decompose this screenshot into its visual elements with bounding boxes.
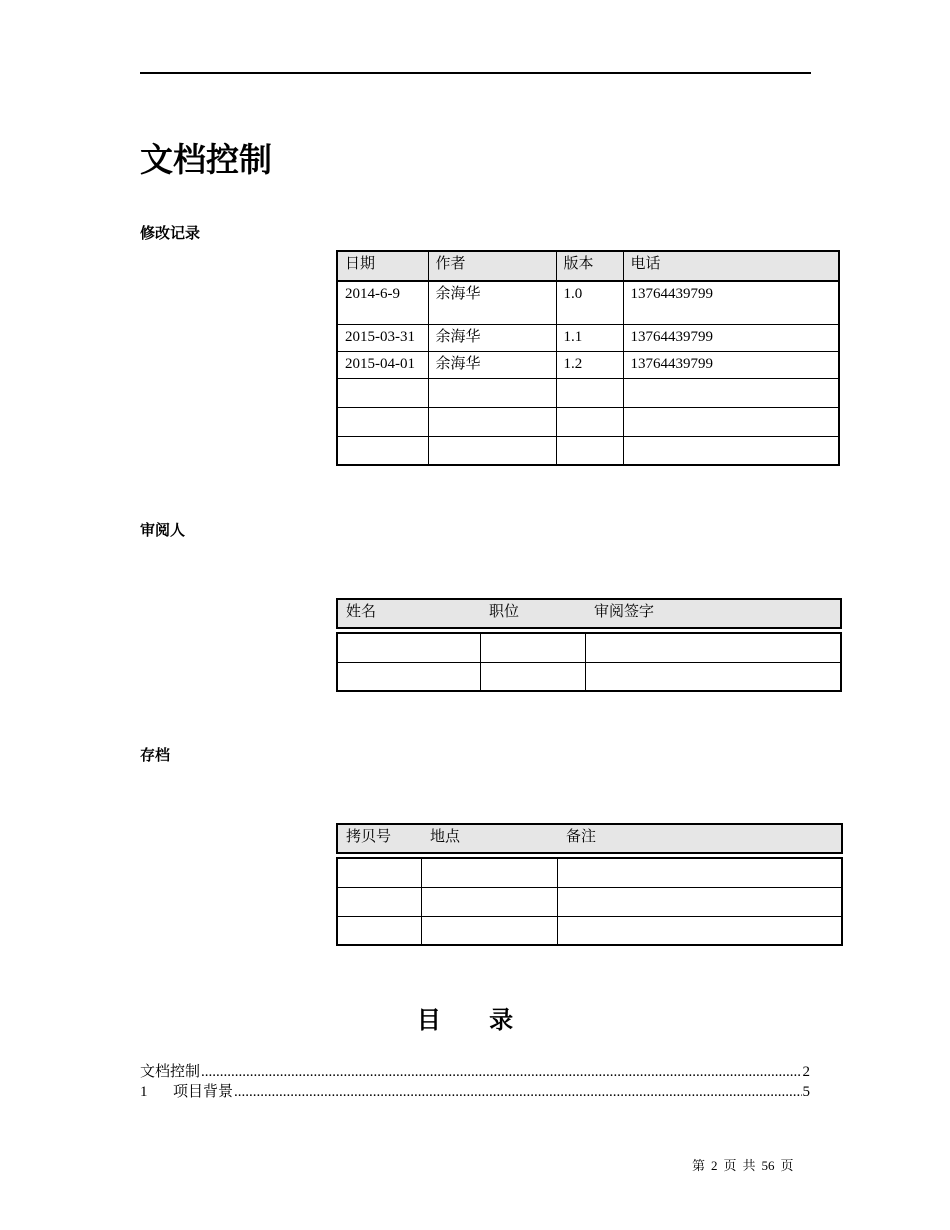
document-title: 文档控制 bbox=[140, 140, 272, 179]
table-row bbox=[337, 436, 839, 465]
cell-name bbox=[337, 662, 480, 691]
reviewers-table bbox=[336, 632, 842, 692]
footer-mid2: 共 bbox=[742, 1158, 756, 1173]
archive-heading: 存档 bbox=[140, 746, 171, 764]
revision-table bbox=[336, 250, 840, 466]
archive-header-bar bbox=[336, 823, 843, 854]
cell-copy-number bbox=[337, 858, 421, 887]
reviewers-header-bar bbox=[336, 598, 842, 629]
cell-phone: 13764439799 bbox=[623, 351, 839, 378]
cell-remarks bbox=[557, 916, 842, 945]
column-header-location: 地点 bbox=[430, 829, 461, 845]
footer-suffix: 页 bbox=[780, 1158, 794, 1173]
cell-date bbox=[337, 407, 428, 436]
cell-version: 1.0 bbox=[556, 281, 623, 324]
table-row bbox=[337, 633, 841, 662]
cell-remarks bbox=[557, 887, 842, 916]
toc-entry-label: 项目背景 bbox=[173, 1084, 234, 1100]
toc-title: 目 录 bbox=[416, 1006, 534, 1034]
table-row bbox=[337, 281, 839, 324]
table-row bbox=[337, 887, 842, 916]
cell-phone: 13764439799 bbox=[623, 324, 839, 351]
cell-version: 1.1 bbox=[556, 324, 623, 351]
table-row bbox=[337, 378, 839, 407]
column-header-signature: 审阅签字 bbox=[594, 604, 655, 620]
toc-entry-page: 2 bbox=[802, 1064, 810, 1080]
cell-version bbox=[556, 436, 623, 465]
cell-date bbox=[337, 378, 428, 407]
cell-version: 1.2 bbox=[556, 351, 623, 378]
footer-mid1: 页 bbox=[723, 1158, 737, 1173]
reviewers-heading: 审阅人 bbox=[140, 521, 186, 539]
cell-author bbox=[428, 378, 556, 407]
column-header-position: 职位 bbox=[489, 604, 520, 620]
cell-author: 余海华 bbox=[428, 281, 556, 324]
footer-total-pages: 56 bbox=[761, 1158, 775, 1173]
table-row bbox=[337, 662, 841, 691]
cell-position bbox=[480, 633, 585, 662]
cell-version bbox=[556, 407, 623, 436]
footer-current-page: 2 bbox=[711, 1158, 718, 1173]
cell-author: 余海华 bbox=[428, 324, 556, 351]
cell-location bbox=[421, 887, 557, 916]
page-footer bbox=[692, 1158, 800, 1174]
archive-table bbox=[336, 857, 843, 946]
cell-phone: 13764439799 bbox=[623, 281, 839, 324]
toc-entry[interactable] bbox=[140, 1082, 810, 1102]
cell-location bbox=[421, 858, 557, 887]
cell-author bbox=[428, 436, 556, 465]
cell-author bbox=[428, 407, 556, 436]
table-row bbox=[337, 916, 842, 945]
footer-prefix: 第 bbox=[692, 1158, 706, 1173]
cell-version bbox=[556, 378, 623, 407]
cell-date: 2014-6-9 bbox=[337, 281, 428, 324]
table-row bbox=[337, 858, 842, 887]
column-header-author: 作者 bbox=[428, 251, 556, 281]
column-header-copy-number: 拷贝号 bbox=[346, 829, 392, 845]
toc-entry-number: 1 bbox=[140, 1084, 148, 1100]
cell-signature bbox=[585, 662, 841, 691]
cell-phone bbox=[623, 407, 839, 436]
cell-phone bbox=[623, 378, 839, 407]
column-header-name: 姓名 bbox=[346, 604, 377, 620]
cell-phone bbox=[623, 436, 839, 465]
cell-signature bbox=[585, 633, 841, 662]
cell-date: 2015-04-01 bbox=[337, 351, 428, 378]
cell-name bbox=[337, 633, 480, 662]
table-row bbox=[337, 324, 839, 351]
column-header-version: 版本 bbox=[556, 251, 623, 281]
cell-location bbox=[421, 916, 557, 945]
column-header-phone: 电话 bbox=[623, 251, 839, 281]
cell-copy-number bbox=[337, 887, 421, 916]
column-header-remarks: 备注 bbox=[566, 829, 597, 845]
column-header-date: 日期 bbox=[337, 251, 428, 281]
cell-remarks bbox=[557, 858, 842, 887]
toc-leader-dots bbox=[234, 1082, 801, 1102]
revision-heading: 修改记录 bbox=[140, 224, 201, 242]
toc-entry-label: 文档控制 bbox=[140, 1064, 201, 1080]
cell-copy-number bbox=[337, 916, 421, 945]
cell-date: 2015-03-31 bbox=[337, 324, 428, 351]
toc-leader-dots bbox=[201, 1062, 801, 1082]
toc-entry-page: 5 bbox=[802, 1084, 810, 1100]
cell-author: 余海华 bbox=[428, 351, 556, 378]
table-row bbox=[337, 407, 839, 436]
table-row bbox=[337, 351, 839, 378]
table-header-row bbox=[337, 251, 839, 281]
toc-entry[interactable] bbox=[140, 1062, 810, 1082]
cell-date bbox=[337, 436, 428, 465]
header-rule bbox=[140, 72, 811, 74]
cell-position bbox=[480, 662, 585, 691]
